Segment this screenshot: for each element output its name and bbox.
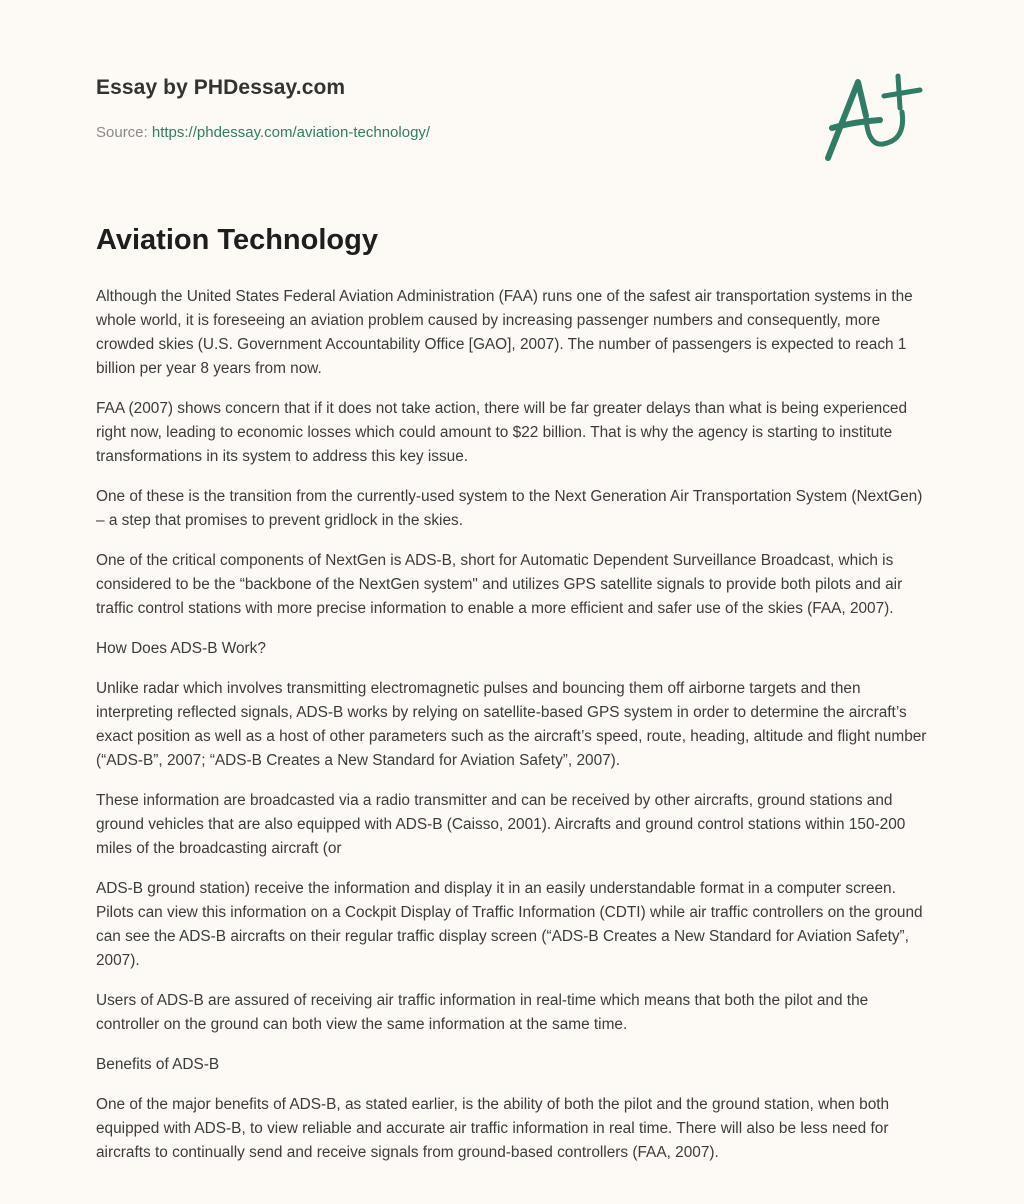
site-brand: Essay by PHDessay.com <box>96 76 346 99</box>
section-heading: Benefits of ADS-B <box>96 1056 220 1073</box>
a-plus-grade-icon <box>818 66 928 166</box>
paragraph: Although the United States Federal Aviation Administration (FAA) runs one of the safest air transportation systems in the whole world, it is foreseeing an aviation problem caused by increasing passenger numbers and consequently, more crowded skies (U.S. Government Accountability Office [GAO], 2007). The number of passengers is expected to reach 1 billion per year 8 years from now. <box>96 288 913 377</box>
paragraph: ADS-B ground station) receive the information and display it in an easily understandable format in a computer screen. Pilots can view this information on a Cockpit Display of Traffic Information (CDTI) while air traffic controllers on the ground can see the ADS-B aircrafts on their regular traffic display screen (“ADS-B Creates a New Standard for Aviation Safety”, 2007). <box>96 880 923 969</box>
paragraph: One of these is the transition from the currently-used system to the Next Generation Air Transportation System (NextGen) – a step that promises to prevent gridlock in the skies. <box>96 488 923 529</box>
paragraph: One of the major benefits of ADS-B, as stated earlier, is the ability of both the pilot and the ground station, when both equipped with ADS-B, to view reliable and accurate air traffic information in real time. There will also be less need for aircrafts to continually send and receive signals from ground-based controllers (FAA, 2007). <box>96 1096 890 1161</box>
paragraph: Unlike radar which involves transmitting electromagnetic pulses and bouncing them off airborne targets and then interpreting reflected signals, ADS-B works by relying on satellite-based GPS system in order to determine the aircraft’s exact position as well as a host of other parameters such as the aircraft’s speed, route, heading, altitude and flight number (“ADS-B”, 2007; “ADS-B Creates a New Standard for Aviation Safety”, 2007). <box>96 680 927 769</box>
paragraph: FAA (2007) shows concern that if it does not take action, there will be far greater delays than what is being experienced right now, leading to economic losses which could amount to $22 billion. That is why the agency is starting to institute transformations in its system to address this key issue. <box>96 400 908 465</box>
section-heading: How Does ADS-B Work? <box>96 640 266 657</box>
paragraph: One of the critical components of NextGen is ADS-B, short for Automatic Dependent Surveillance Broadcast, which is considered to be the “backbone of the NextGen system" and utilizes GPS satellite signals to provide both pilots and air traffic control stations with more precise information to enable a more efficient and safer use of the skies (FAA, 2007). <box>96 552 903 617</box>
paragraph: These information are broadcasted via a radio transmitter and can be received by other aircrafts, ground stations and ground vehicles that are also equipped with ADS-B (Caisso, 2001). Aircrafts and ground control stations within 150-200 miles of the broadcasting aircraft (or <box>96 792 906 857</box>
essay-title: Aviation Technology <box>96 224 378 256</box>
source-link[interactable]: https://phdessay.com/aviation-technology/ <box>151 124 431 141</box>
paragraph: Users of ADS-B are assured of receiving air traffic information in real-time which means that both the pilot and the controller on the ground can both view the same information at the same time. <box>96 992 869 1033</box>
source-label: Source: <box>96 124 152 141</box>
essay-body <box>96 285 932 1181</box>
source-line <box>96 124 430 141</box>
